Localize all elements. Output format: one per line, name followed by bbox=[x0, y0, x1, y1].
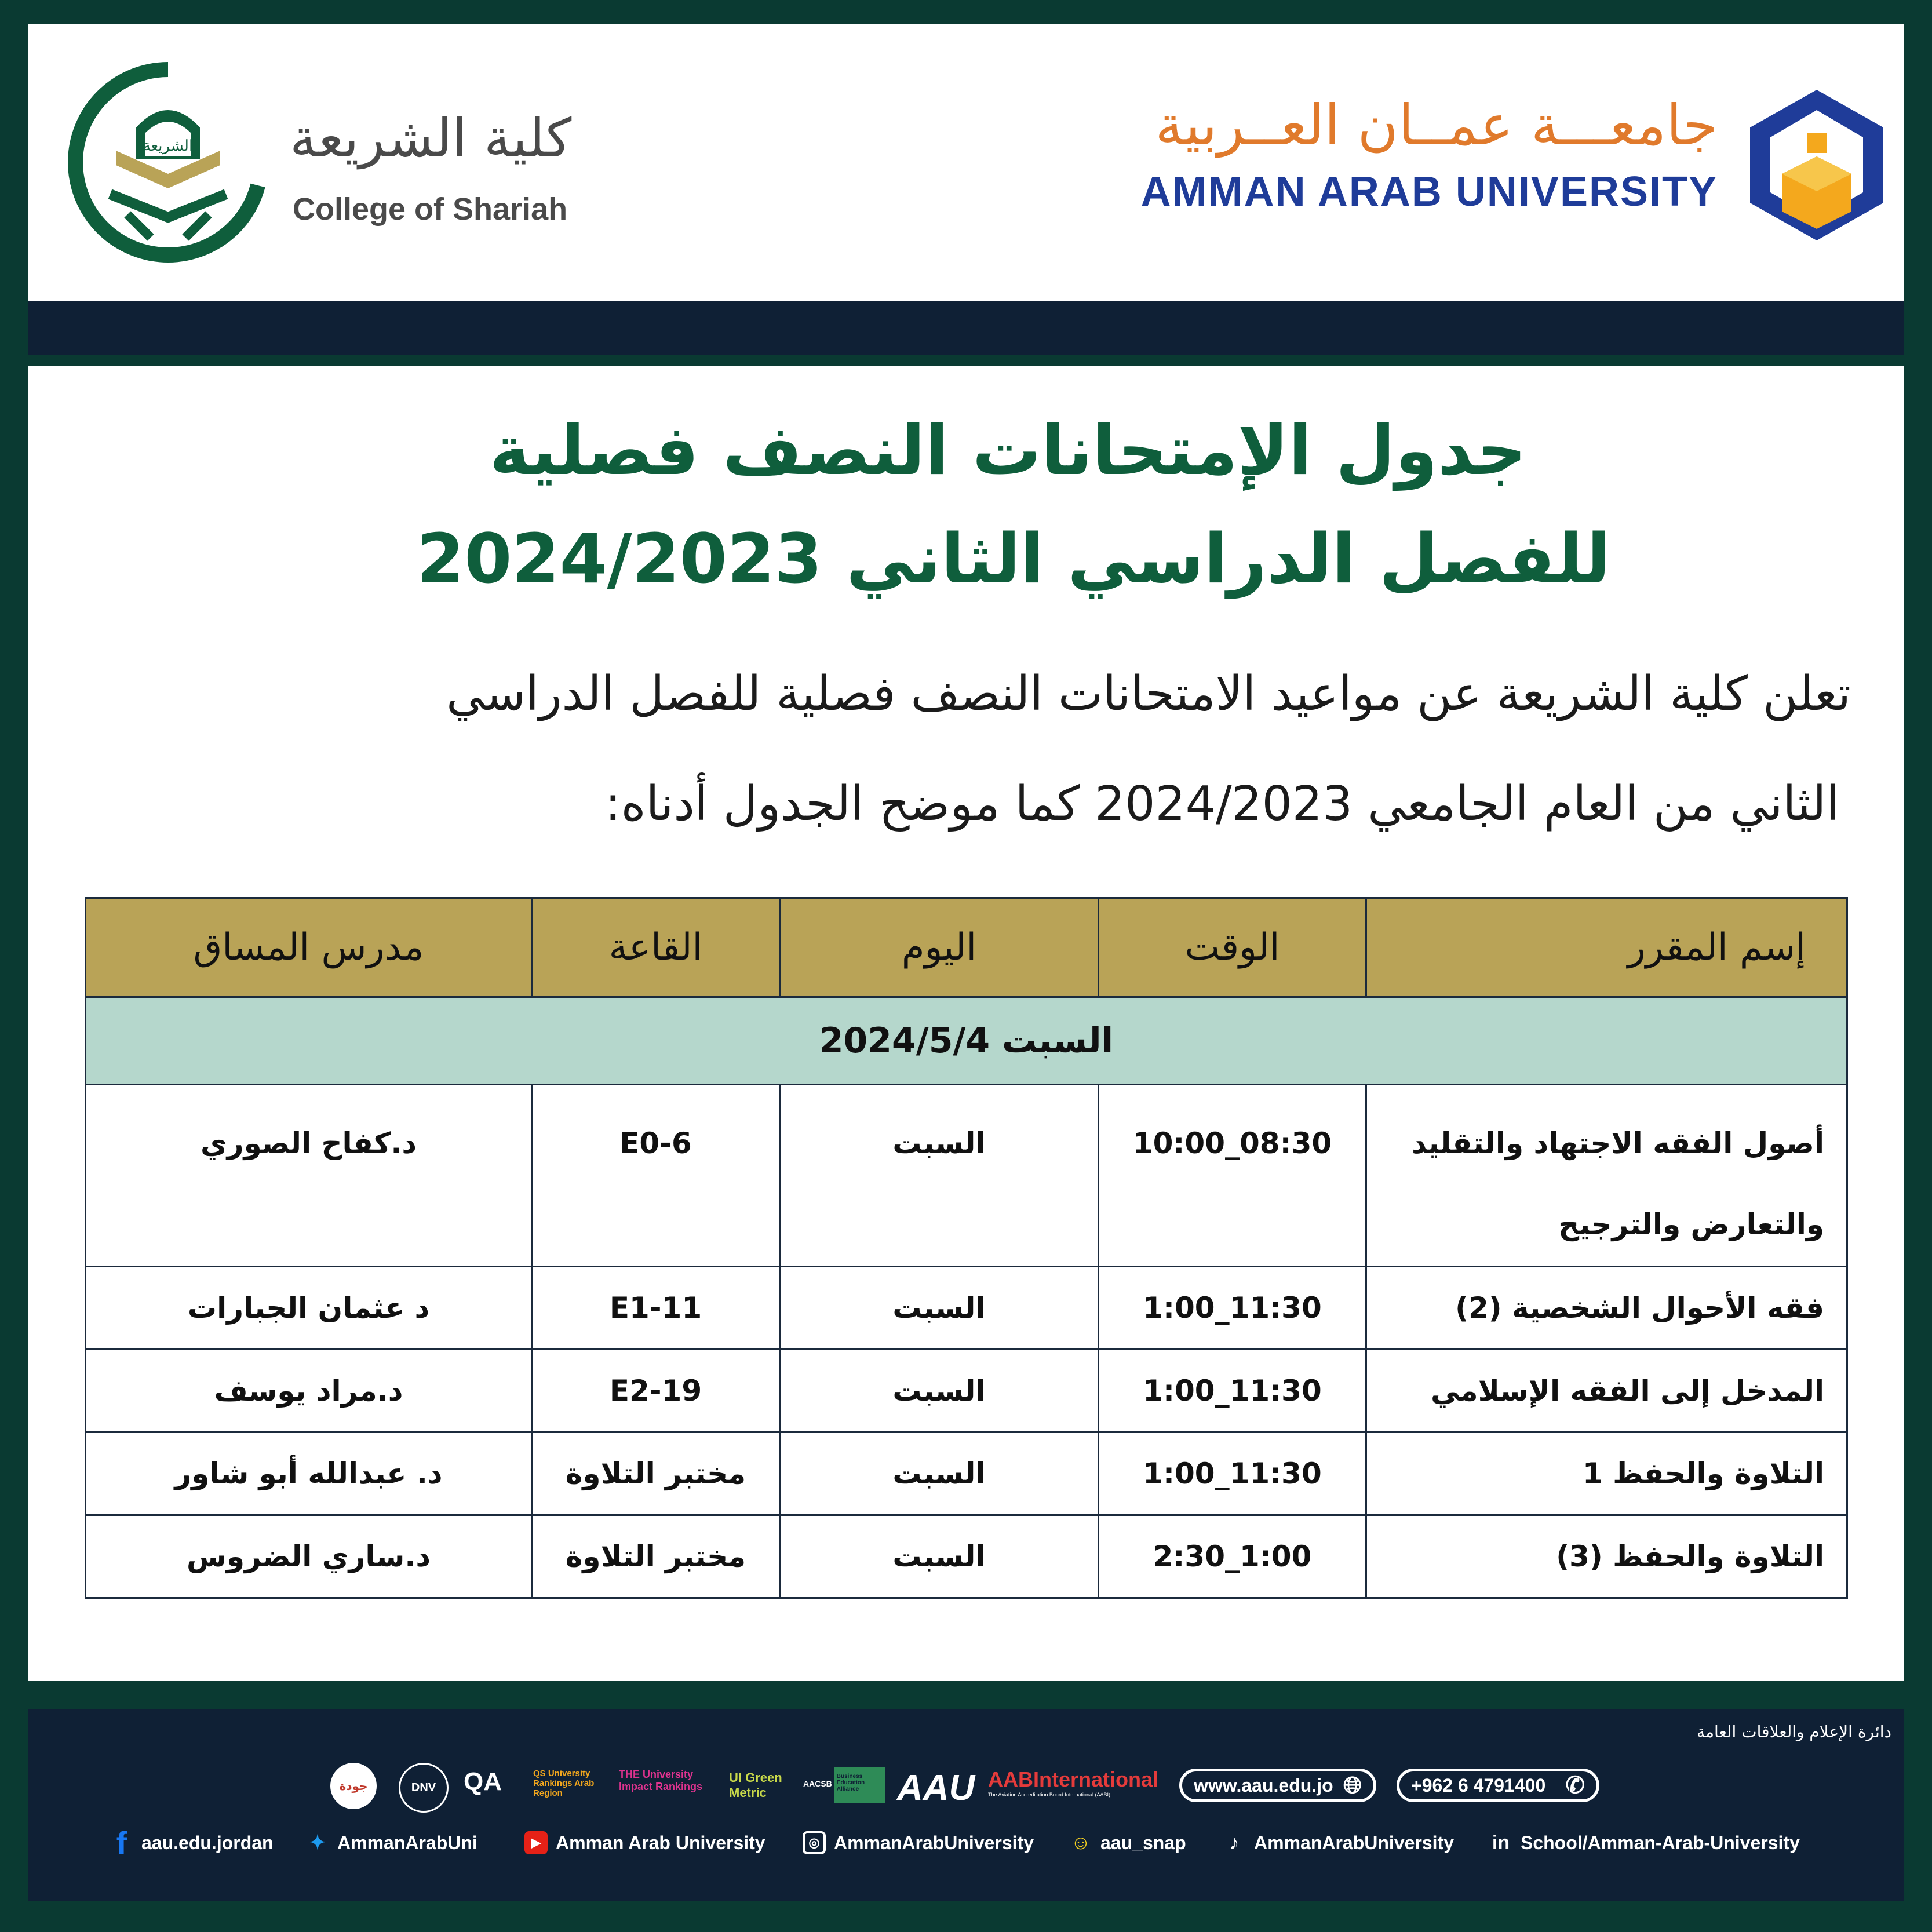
university-name-arabic: جامعـــة عمــان العــربية bbox=[1155, 93, 1718, 158]
header-day: اليوم bbox=[780, 898, 1099, 997]
youtube-channel: Amman Arab University bbox=[556, 1832, 765, 1853]
aacsb-tagline: Business Education Alliance bbox=[836, 1773, 865, 1792]
course-name-line1: أصول الفقه الاجتهاد والتقليد bbox=[1412, 1127, 1824, 1160]
tiktok-icon: ♪ bbox=[1229, 1831, 1240, 1854]
header-divider-band bbox=[28, 301, 1904, 355]
twitter-icon: ✦ bbox=[309, 1832, 326, 1854]
course-name: المدخل إلى الفقه الإسلامي bbox=[1366, 1350, 1847, 1432]
header-course: إسم المقرر bbox=[1366, 898, 1847, 997]
page-title-line1: جدول الإمتحانات النصف فصلية bbox=[489, 410, 1526, 490]
exam-time: 11:30_1:00 bbox=[1099, 1350, 1366, 1432]
exam-day: السبت bbox=[780, 1085, 1099, 1267]
aacsb-label: AACSB bbox=[801, 1767, 834, 1803]
exam-instructor: د. عبدالله أبو شاور bbox=[86, 1432, 532, 1515]
snapchat-link[interactable] bbox=[1069, 1831, 1186, 1854]
table-row bbox=[86, 1515, 1847, 1598]
exam-time: 08:30_10:00 bbox=[1099, 1085, 1366, 1267]
instagram-icon: ◎ bbox=[803, 1831, 826, 1854]
college-of-shariah-logo bbox=[64, 58, 272, 267]
linkedin-icon: in bbox=[1492, 1831, 1510, 1854]
phone-contact[interactable] bbox=[1397, 1769, 1599, 1802]
qa-badge: QA bbox=[464, 1767, 502, 1796]
phone-number: +962 6 4791400 bbox=[1411, 1774, 1546, 1796]
facebook-handle: aau.edu.jordan bbox=[141, 1832, 274, 1853]
instagram-link[interactable] bbox=[803, 1831, 1034, 1854]
youtube-icon: ▶ bbox=[524, 1831, 548, 1854]
website-url: www.aau.edu.jo bbox=[1194, 1774, 1333, 1796]
facebook-link[interactable] bbox=[110, 1824, 274, 1861]
facebook-icon: f bbox=[116, 1824, 127, 1861]
aabi-label: AABInternational bbox=[988, 1767, 1159, 1791]
quality-label: جودة bbox=[339, 1779, 368, 1793]
quality-badge bbox=[330, 1763, 377, 1809]
exam-time: 11:30_1:00 bbox=[1099, 1267, 1366, 1350]
exam-time: 11:30_1:00 bbox=[1099, 1432, 1366, 1515]
tiktok-link[interactable] bbox=[1223, 1831, 1454, 1854]
course-name bbox=[1366, 1085, 1847, 1267]
exam-instructor: د.مراد يوسف bbox=[86, 1350, 532, 1432]
exam-room: مختبر التلاوة bbox=[532, 1432, 780, 1515]
intro-text-line2: الثاني من العام الجامعي 2024/2023 كما موضح الجدول أدناه: bbox=[604, 777, 1839, 832]
header-time: الوقت bbox=[1099, 898, 1366, 997]
date-row bbox=[86, 997, 1847, 1085]
college-name-english: College of Shariah bbox=[293, 192, 568, 227]
exam-room: E0-6 bbox=[532, 1085, 780, 1267]
exam-room: مختبر التلاوة bbox=[532, 1515, 780, 1598]
dnv-badge bbox=[399, 1763, 449, 1813]
college-name-arabic: كلية الشريعة bbox=[290, 107, 572, 169]
qs-rankings-badge: QS University Rankings Arab Region bbox=[533, 1769, 595, 1798]
department-credit: دائرة الإعلام والعلاقات العامة bbox=[1696, 1722, 1891, 1741]
header-room: القاعة bbox=[532, 898, 780, 997]
website-link[interactable] bbox=[1179, 1769, 1376, 1802]
tiktok-handle: AmmanArabUniversity bbox=[1254, 1832, 1454, 1853]
course-name-line2: والتعارض والترجيح bbox=[1558, 1208, 1824, 1241]
table-row bbox=[86, 1350, 1847, 1432]
phone-icon: ✆ bbox=[1565, 1773, 1585, 1798]
exam-instructor: د عثمان الجبارات bbox=[86, 1267, 532, 1350]
twitter-link[interactable] bbox=[306, 1831, 477, 1854]
table-row bbox=[86, 1267, 1847, 1350]
exam-instructor: د.كفاح الصوري bbox=[86, 1085, 532, 1267]
exam-day: السبت bbox=[780, 1432, 1099, 1515]
exam-day: السبت bbox=[780, 1515, 1099, 1598]
ui-greenmetric-badge: UI Green Metric bbox=[729, 1770, 782, 1800]
aabi-badge bbox=[988, 1767, 1158, 1798]
twitter-handle: AmmanArabUni bbox=[337, 1832, 477, 1853]
dnv-label: DNV bbox=[411, 1781, 436, 1794]
university-name-english: AMMAN ARAB UNIVERSITY bbox=[1140, 169, 1718, 215]
svg-text:الشريعة: الشريعة bbox=[143, 137, 194, 155]
exam-day: السبت bbox=[780, 1267, 1099, 1350]
globe-icon: 🌐︎ bbox=[1343, 1772, 1362, 1798]
the-impact-rankings-badge: THE University Impact Rankings bbox=[619, 1769, 703, 1792]
exam-room: E1-11 bbox=[532, 1267, 780, 1350]
intro-text-line1: تعلن كلية الشريعة عن مواعيد الامتحانات النصف فصلية للفصل الدراسي bbox=[446, 666, 1851, 721]
youtube-link[interactable] bbox=[524, 1831, 765, 1854]
linkedin-link[interactable] bbox=[1489, 1831, 1800, 1854]
header-instructor: مدرس المساق bbox=[86, 898, 532, 997]
table-header-row bbox=[86, 898, 1847, 997]
table-row bbox=[86, 1085, 1847, 1267]
exam-instructor: د.ساري الضروس bbox=[86, 1515, 532, 1598]
course-name: التلاوة والحفظ 1 bbox=[1366, 1432, 1847, 1515]
aacsb-badge bbox=[801, 1767, 885, 1803]
exam-room: E2-19 bbox=[532, 1350, 780, 1432]
snapchat-handle: aau_snap bbox=[1100, 1832, 1186, 1853]
course-name: فقه الأحوال الشخصية (2) bbox=[1366, 1267, 1847, 1350]
snapchat-icon: ☺ bbox=[1070, 1831, 1091, 1854]
exam-day: السبت bbox=[780, 1350, 1099, 1432]
aau-mark: AAU bbox=[897, 1768, 975, 1808]
exam-time: 1:00_2:30 bbox=[1099, 1515, 1366, 1598]
table-row bbox=[86, 1432, 1847, 1515]
aabi-full-name: The Aviation Accreditation Board International (AABI) bbox=[988, 1792, 1110, 1798]
course-name: التلاوة والحفظ (3) bbox=[1366, 1515, 1847, 1598]
exam-date: السبت 2024/5/4 bbox=[86, 997, 1847, 1085]
linkedin-handle: School/Amman-Arab-University bbox=[1521, 1832, 1800, 1853]
amman-arab-university-logo bbox=[1744, 87, 1889, 243]
exam-schedule-table bbox=[85, 897, 1848, 1599]
page-title-line2: للفصل الدراسي الثاني 2024/2023 bbox=[417, 519, 1610, 599]
instagram-handle: AmmanArabUniversity bbox=[834, 1832, 1034, 1853]
